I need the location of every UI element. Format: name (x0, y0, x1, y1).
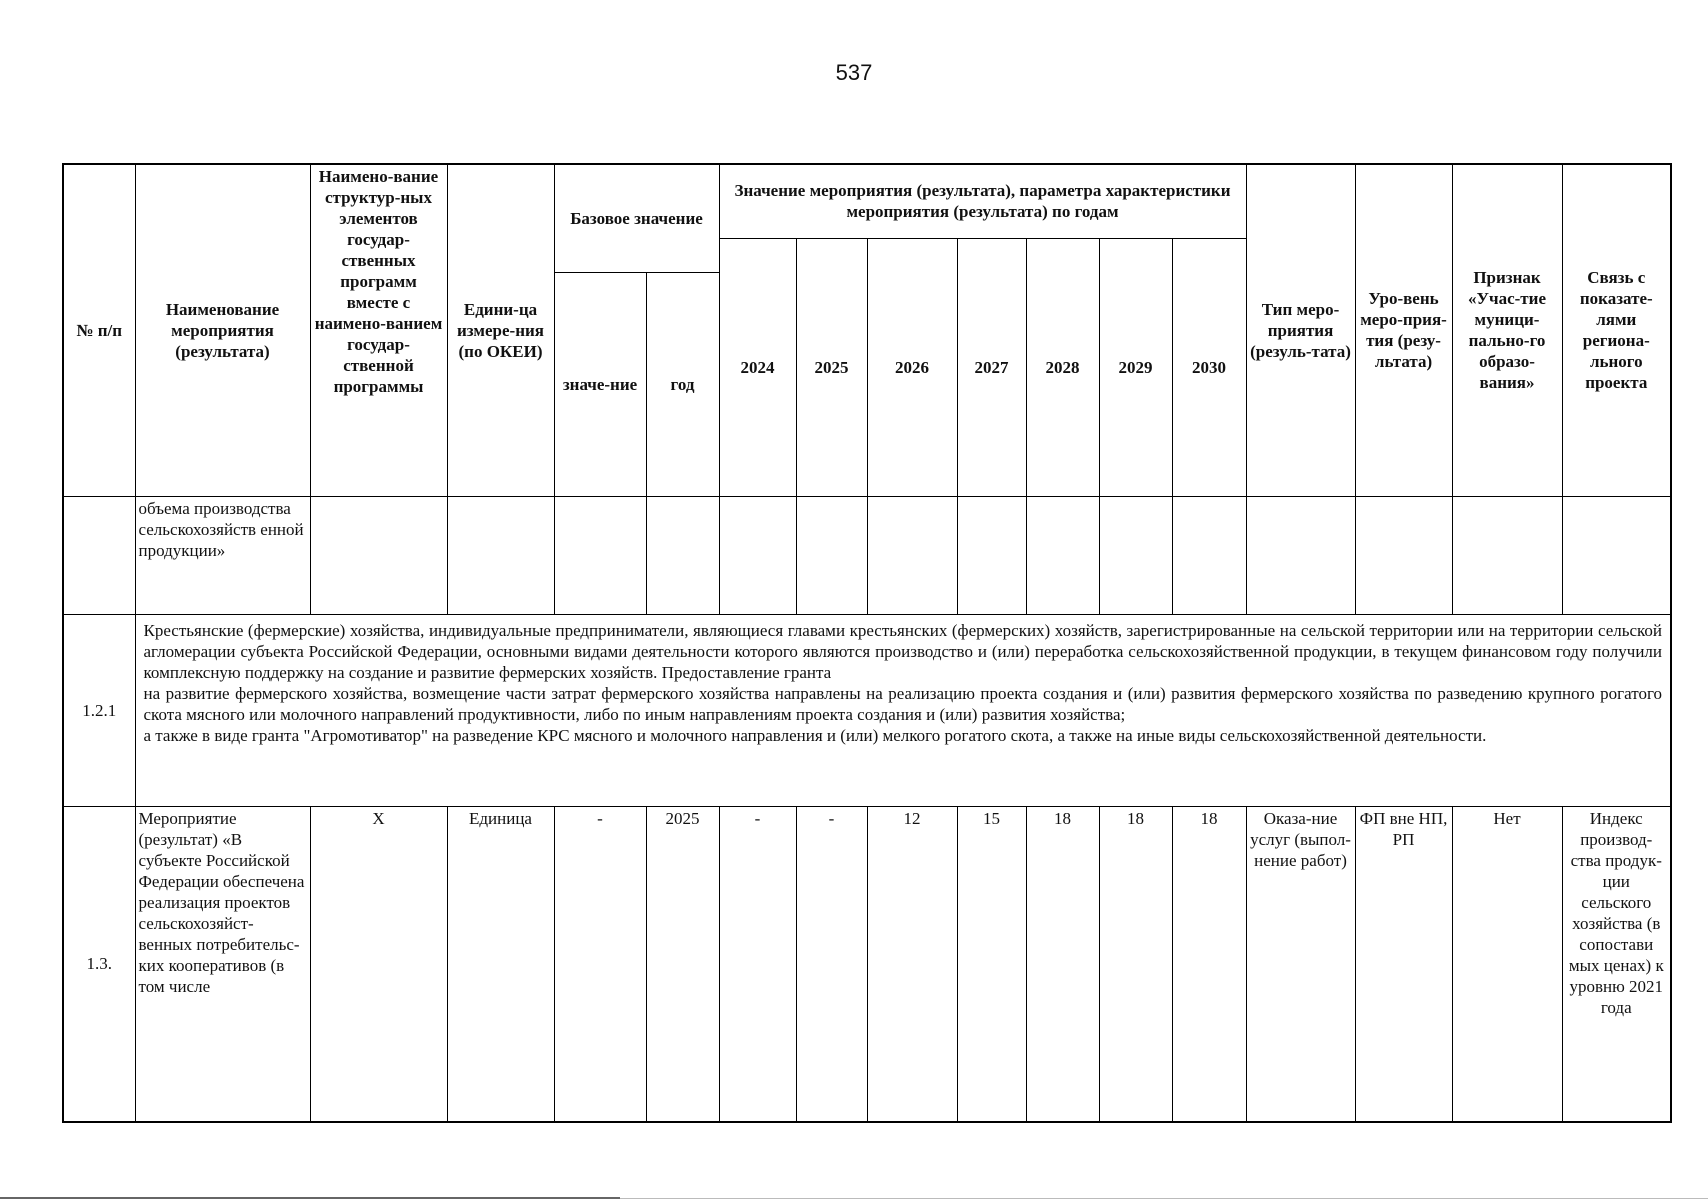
header-type: Тип меро-приятия (резуль-тата) (1246, 164, 1355, 496)
cell-name: объема производства сельскохозяйств енной продукции» (135, 496, 310, 614)
header-year-2027: 2027 (957, 238, 1026, 496)
header-base-year: год (646, 272, 719, 496)
header-struct: Наимено-вание структур-ных элементов государ-ственных программ вместе с наимено-ванием государ-ственной программы (310, 164, 447, 496)
header-year-2028: 2028 (1026, 238, 1099, 496)
header-year-2030: 2030 (1172, 238, 1246, 496)
cell-num: 1.3. (63, 806, 135, 1122)
cell-level: ФП вне НП, РП (1355, 806, 1452, 1122)
table-row-continuation (63, 496, 1671, 614)
description-line-3: а также в виде гранта "Агромотиватор" на разведение КРС мясного и молочного направления и (или) мелкого рогатого скота, а также на иные виды сельскохозяйственной деятельности. (143, 725, 1487, 745)
cell-type: Оказа-ние услуг (выпол-нение работ) (1246, 806, 1355, 1122)
page-number: 537 (835, 60, 873, 85)
cell-struct: Х (310, 806, 447, 1122)
description-line-2: на развитие фермерского хозяйства, возмещение части затрат фермерского хозяйства направлены на реализацию проекта создания и (или) развития фермерского хозяйства по разведению крупного рогатого скота мясного или молочного направлений продуктивности, либо по иным направлениям проекта создания и (или) развития хозяйства; (143, 683, 1663, 724)
header-year-2025: 2025 (796, 238, 867, 496)
cell-year-2029: 18 (1099, 806, 1172, 1122)
header-link: Связь с показате-лями регионa-льного проекта (1562, 164, 1671, 496)
activities-table (62, 163, 1672, 1123)
header-base-value: значе-ние (554, 272, 646, 496)
header-name: Наименование мероприятия (результата) (135, 164, 310, 496)
header-year-2026: 2026 (867, 238, 957, 496)
cell-name: Мероприятие (результат) «В субъекте Российской Федерации обеспечена реализация проектов сельскохозяйст-венных потребительс-ких кооперативов (в том числе (135, 806, 310, 1122)
cell-year-2027: 15 (957, 806, 1026, 1122)
cell-year-2024: - (719, 806, 796, 1122)
cell-year-2028: 18 (1026, 806, 1099, 1122)
header-unit: Едини-ца измере-ния (по ОКЕИ) (447, 164, 554, 496)
cell-description (135, 614, 1671, 806)
header-municipal: Признак «Учас-тие муници-пально-го образо-вания» (1452, 164, 1562, 496)
header-level: Уро-вень меро-прия-тия (резу-льтата) (1355, 164, 1452, 496)
cell-base-year: 2025 (646, 806, 719, 1122)
header-num: № п/п (63, 164, 135, 496)
cell-year-2030: 18 (1172, 806, 1246, 1122)
cell-num: 1.2.1 (63, 614, 135, 806)
cell-unit: Единица (447, 806, 554, 1122)
header-values-group: Значение мероприятия (результата), параметра характеристики мероприятия (результата) по годам (719, 164, 1246, 238)
page-edge-rule-dark (0, 1197, 620, 1199)
cell-base-value: - (554, 806, 646, 1122)
header-year-2029: 2029 (1099, 238, 1172, 496)
cell-empty (63, 496, 135, 614)
cell-municipal: Нет (1452, 806, 1562, 1122)
cell-year-2026: 12 (867, 806, 957, 1122)
header-base: Базовое значение (554, 164, 719, 272)
header-year-2024: 2024 (719, 238, 796, 496)
cell-link: Индекс производ-ства продук-ции сельского хозяйства (в сопостави мых ценах) к уровню 2021 года (1562, 806, 1671, 1122)
cell-year-2025: - (796, 806, 867, 1122)
table-row-1-2-1 (63, 614, 1671, 806)
table-row-1-3 (63, 806, 1671, 1122)
description-line-1: Крестьянские (фермерские) хозяйства, индивидуальные предприниматели, являющиеся главами крестьянских (фермерских) хозяйств, зарегистрированные на сельской территории или на территории сельской агломерации субъекта Российской Федерации, основными видами деятельности которого являются производство и (или) переработка сельскохозяйственной продукции, в текущем финансовом году получили комплексную поддержку на создание и развитие фермерских хозяйств. Предоставление гранта (143, 620, 1663, 682)
